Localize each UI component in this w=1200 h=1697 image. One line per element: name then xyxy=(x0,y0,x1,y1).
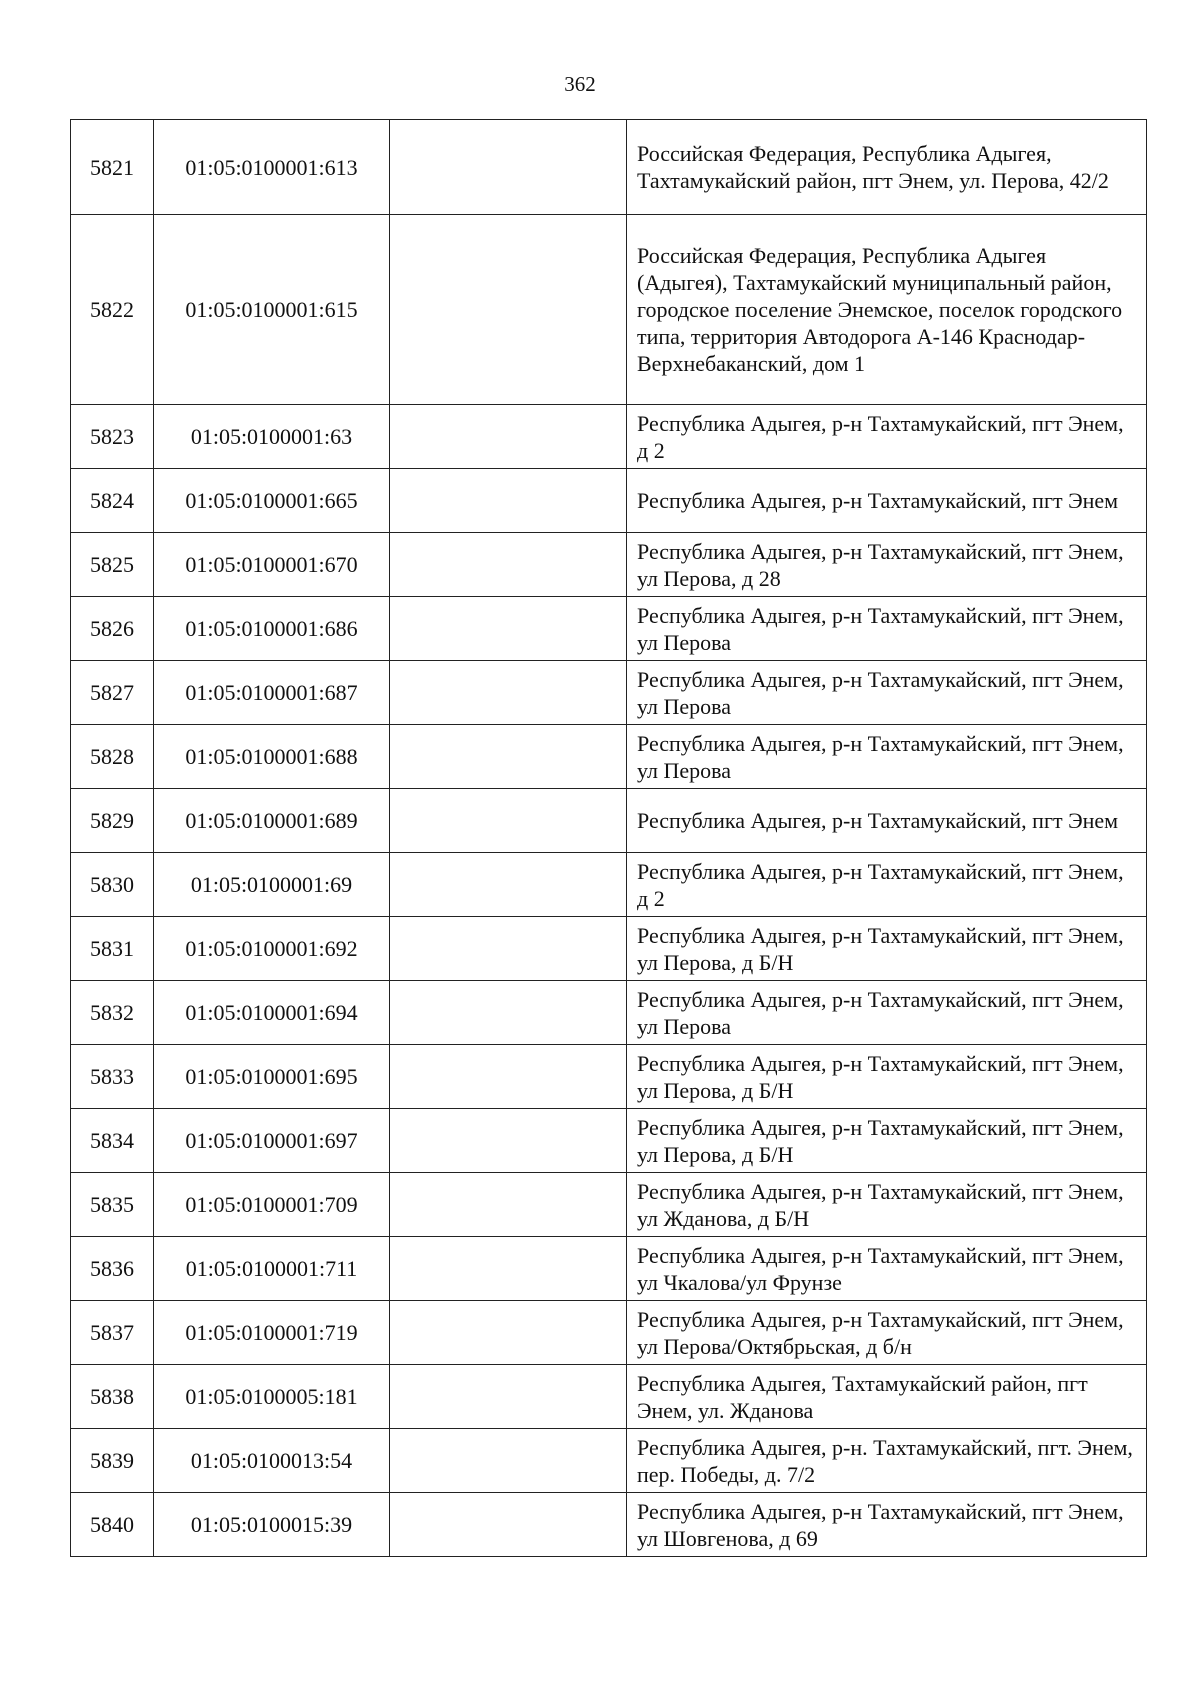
cadastral-number-cell: 01:05:0100001:69 xyxy=(154,853,390,917)
empty-cell xyxy=(390,1429,627,1493)
address-cell: Республика Адыгея, р-н Тахтамукайский, пгт Энем, ул Жданова, д Б/Н xyxy=(627,1173,1147,1237)
address-cell: Республика Адыгея, р-н. Тахтамукайский, пгт. Энем, пер. Победы, д. 7/2 xyxy=(627,1429,1147,1493)
table-row xyxy=(71,1365,1147,1429)
row-number-cell: 5840 xyxy=(71,1493,154,1557)
empty-cell xyxy=(390,917,627,981)
address-cell: Республика Адыгея, р-н Тахтамукайский, пгт Энем, ул Перова, д Б/Н xyxy=(627,1045,1147,1109)
address-cell: Республика Адыгея, р-н Тахтамукайский, пгт Энем, ул Перова xyxy=(627,597,1147,661)
empty-cell xyxy=(390,469,627,533)
address-cell: Республика Адыгея, р-н Тахтамукайский, пгт Энем, ул Чкалова/ул Фрунзе xyxy=(627,1237,1147,1301)
address-cell: Республика Адыгея, р-н Тахтамукайский, пгт Энем, ул Шовгенова, д 69 xyxy=(627,1493,1147,1557)
empty-cell xyxy=(390,1109,627,1173)
address-cell: Республика Адыгея, р-н Тахтамукайский, пгт Энем, ул Перова xyxy=(627,981,1147,1045)
cadastral-number-cell: 01:05:0100001:711 xyxy=(154,1237,390,1301)
registry-table-body xyxy=(71,120,1147,1557)
row-number-cell: 5827 xyxy=(71,661,154,725)
empty-cell xyxy=(390,215,627,405)
row-number-cell: 5837 xyxy=(71,1301,154,1365)
address-cell: Республика Адыгея, Тахтамукайский район, пгт Энем, ул. Жданова xyxy=(627,1365,1147,1429)
row-number-cell: 5826 xyxy=(71,597,154,661)
cadastral-number-cell: 01:05:0100015:39 xyxy=(154,1493,390,1557)
row-number-cell: 5825 xyxy=(71,533,154,597)
cadastral-number-cell: 01:05:0100001:687 xyxy=(154,661,390,725)
registry-table xyxy=(70,119,1147,1557)
table-row xyxy=(71,1237,1147,1301)
page-number: 362 xyxy=(564,72,596,96)
table-row xyxy=(71,215,1147,405)
row-number-cell: 5823 xyxy=(71,405,154,469)
table-row xyxy=(71,981,1147,1045)
empty-cell xyxy=(390,1301,627,1365)
cadastral-number-cell: 01:05:0100001:694 xyxy=(154,981,390,1045)
cadastral-number-cell: 01:05:0100013:54 xyxy=(154,1429,390,1493)
empty-cell xyxy=(390,120,627,215)
address-cell: Российская Федерация, Республика Адыгея (Адыгея), Тахтамукайский муниципальный район, городское поселение Энемское, поселок городского типа, территория Автодорога А-146 Краснодар-Верхнебаканский, дом 1 xyxy=(627,215,1147,405)
address-cell: Российская Федерация, Республика Адыгея, Тахтамукайский район, пгт Энем, ул. Перова, 42/2 xyxy=(627,120,1147,215)
cadastral-number-cell: 01:05:0100001:688 xyxy=(154,725,390,789)
cadastral-number-cell: 01:05:0100001:719 xyxy=(154,1301,390,1365)
row-number-cell: 5839 xyxy=(71,1429,154,1493)
row-number-cell: 5822 xyxy=(71,215,154,405)
empty-cell xyxy=(390,597,627,661)
cadastral-number-cell: 01:05:0100001:695 xyxy=(154,1045,390,1109)
empty-cell xyxy=(390,1365,627,1429)
cadastral-number-cell: 01:05:0100001:697 xyxy=(154,1109,390,1173)
row-number-cell: 5828 xyxy=(71,725,154,789)
cadastral-number-cell: 01:05:0100001:689 xyxy=(154,789,390,853)
table-row xyxy=(71,917,1147,981)
table-row xyxy=(71,469,1147,533)
cadastral-number-cell: 01:05:0100001:686 xyxy=(154,597,390,661)
row-number-cell: 5834 xyxy=(71,1109,154,1173)
empty-cell xyxy=(390,533,627,597)
empty-cell xyxy=(390,1493,627,1557)
table-row xyxy=(71,853,1147,917)
empty-cell xyxy=(390,1237,627,1301)
table-row xyxy=(71,725,1147,789)
address-cell: Республика Адыгея, р-н Тахтамукайский, пгт Энем, ул Перова, д Б/Н xyxy=(627,1109,1147,1173)
empty-cell xyxy=(390,405,627,469)
address-cell: Республика Адыгея, р-н Тахтамукайский, пгт Энем, ул Перова/Октябрьская, д б/н xyxy=(627,1301,1147,1365)
empty-cell xyxy=(390,725,627,789)
address-cell: Республика Адыгея, р-н Тахтамукайский, пгт Энем, ул Перова xyxy=(627,661,1147,725)
address-cell: Республика Адыгея, р-н Тахтамукайский, пгт Энем, ул Перова xyxy=(627,725,1147,789)
empty-cell xyxy=(390,789,627,853)
address-cell: Республика Адыгея, р-н Тахтамукайский, пгт Энем xyxy=(627,789,1147,853)
row-number-cell: 5832 xyxy=(71,981,154,1045)
cadastral-number-cell: 01:05:0100001:692 xyxy=(154,917,390,981)
table-row xyxy=(71,533,1147,597)
table-row xyxy=(71,1301,1147,1365)
empty-cell xyxy=(390,1173,627,1237)
address-cell: Республика Адыгея, р-н Тахтамукайский, пгт Энем, д 2 xyxy=(627,405,1147,469)
row-number-cell: 5830 xyxy=(71,853,154,917)
empty-cell xyxy=(390,1045,627,1109)
table-row xyxy=(71,1429,1147,1493)
cadastral-number-cell: 01:05:0100001:615 xyxy=(154,215,390,405)
row-number-cell: 5824 xyxy=(71,469,154,533)
empty-cell xyxy=(390,661,627,725)
row-number-cell: 5831 xyxy=(71,917,154,981)
table-row xyxy=(71,1109,1147,1173)
address-cell: Республика Адыгея, р-н Тахтамукайский, пгт Энем, ул Перова, д Б/Н xyxy=(627,917,1147,981)
empty-cell xyxy=(390,981,627,1045)
row-number-cell: 5833 xyxy=(71,1045,154,1109)
empty-cell xyxy=(390,853,627,917)
cadastral-number-cell: 01:05:0100001:665 xyxy=(154,469,390,533)
row-number-cell: 5821 xyxy=(71,120,154,215)
table-row xyxy=(71,661,1147,725)
cadastral-number-cell: 01:05:0100001:709 xyxy=(154,1173,390,1237)
table-row xyxy=(71,120,1147,215)
table-row xyxy=(71,1173,1147,1237)
cadastral-number-cell: 01:05:0100001:613 xyxy=(154,120,390,215)
table-row xyxy=(71,789,1147,853)
table-row xyxy=(71,597,1147,661)
table-row xyxy=(71,1493,1147,1557)
cadastral-number-cell: 01:05:0100001:63 xyxy=(154,405,390,469)
address-cell: Республика Адыгея, р-н Тахтамукайский, пгт Энем, ул Перова, д 28 xyxy=(627,533,1147,597)
table-row xyxy=(71,1045,1147,1109)
table-row xyxy=(71,405,1147,469)
row-number-cell: 5835 xyxy=(71,1173,154,1237)
row-number-cell: 5829 xyxy=(71,789,154,853)
address-cell: Республика Адыгея, р-н Тахтамукайский, пгт Энем, д 2 xyxy=(627,853,1147,917)
row-number-cell: 5836 xyxy=(71,1237,154,1301)
row-number-cell: 5838 xyxy=(71,1365,154,1429)
cadastral-number-cell: 01:05:0100005:181 xyxy=(154,1365,390,1429)
address-cell: Республика Адыгея, р-н Тахтамукайский, пгт Энем xyxy=(627,469,1147,533)
cadastral-number-cell: 01:05:0100001:670 xyxy=(154,533,390,597)
